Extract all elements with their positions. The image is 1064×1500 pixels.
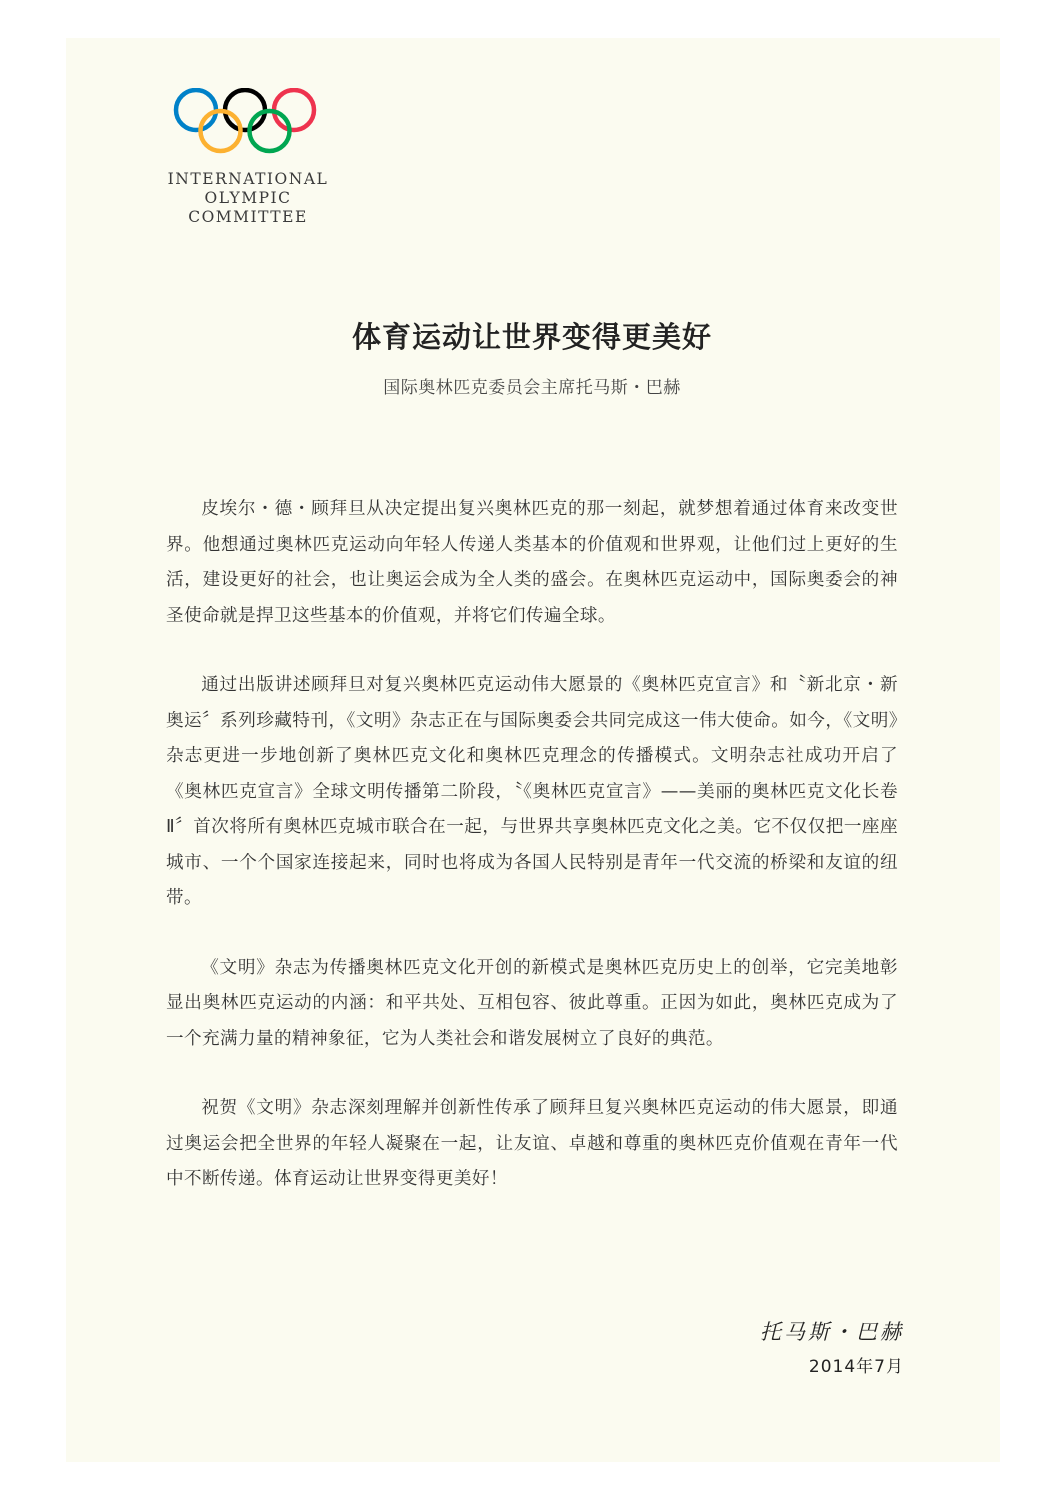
org-line-1: INTERNATIONAL xyxy=(167,170,329,188)
green-ring xyxy=(250,111,290,151)
paragraph-1: 皮埃尔・德・顾拜旦从决定提出复兴奥林匹克的那一刻起，就梦想着通过体育来改变世界。他想通过奥林匹克运动向年轻人传递人类基本的价值观和世界观，让他们过上更好的生活，建设更好的社会，也让奥运会成为全人类的盛会。在奥林匹克运动中，国际奥委会的神圣使命就是捍卫这些基本的价值观，并将它们传遍全球。 xyxy=(166,499,898,626)
org-line-3: COMMITTEE xyxy=(188,208,308,226)
org-name xyxy=(160,170,336,227)
signature-name: 托马斯・巴赫 xyxy=(760,1320,904,1344)
signature-block xyxy=(760,1316,904,1377)
letter-body xyxy=(166,492,898,1232)
olympic-rings-icon xyxy=(172,88,318,154)
paragraph-4: 祝贺《文明》杂志深刻理解并创新性传承了顾拜旦复兴奥林匹克运动的伟大愿景，即通过奥运会把全世界的年轻人凝聚在一起，让友谊、卓越和尊重的奥林匹克价值观在青年一代中不断传递。体育运动让世界变得更美好！ xyxy=(166,1098,898,1189)
black-ring xyxy=(225,90,265,130)
org-line-2: OLYMPIC xyxy=(204,189,292,207)
paragraph-2: 通过出版讲述顾拜旦对复兴奥林匹克运动伟大愿景的《奥林匹克宣言》和〝新北京・新奥运〞系列珍藏特刊，《文明》杂志正在与国际奥委会共同完成这一伟大使命。如今，《文明》杂志更进一步地创新了奥林匹克文化和奥林匹克理念的传播模式。文明杂志社成功开启了《奥林匹克宣言》全球文明传播第二阶段，〝《奥林匹克宣言》——美丽的奥林匹克文化长卷Ⅱ〞首次将所有奥林匹克城市联合在一起，与世界共享奥林匹克文化之美。它不仅仅把一座座城市、一个个国家连接起来，同时也将成为各国人民特别是青年一代交流的桥梁和友谊的纽带。 xyxy=(166,675,898,908)
ioc-logo xyxy=(160,88,336,227)
paragraph-3: 《文明》杂志为传播奥林匹克文化开创的新模式是奥林匹克历史上的创举，它完美地彰显出奥林匹克运动的内涵：和平共处、互相包容、彼此尊重。正因为如此，奥林匹克成为了一个充满力量的精神象征，它为人类社会和谐发展树立了良好的典范。 xyxy=(166,957,898,1049)
letter-title: 体育运动让世界变得更美好 xyxy=(351,320,712,354)
yellow-ring xyxy=(201,111,241,151)
red-ring xyxy=(274,90,314,130)
blue-ring xyxy=(176,90,216,130)
signature-date: 2014年7月 xyxy=(808,1357,904,1377)
letter-subtitle: 国际奥林匹克委员会主席托马斯・巴赫 xyxy=(383,378,681,398)
